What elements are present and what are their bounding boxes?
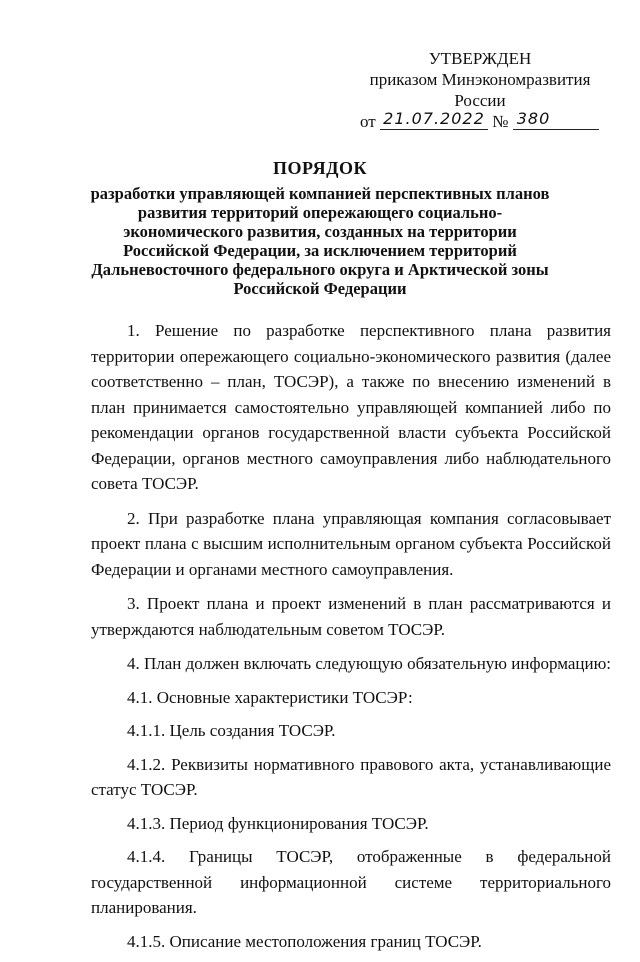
handwritten-number: 380 [513, 108, 599, 130]
approval-order-issuer: приказом Минэкономразвития России [369, 70, 591, 110]
document-title: ПОРЯДОК [272, 158, 368, 178]
handwritten-date: 21.07.2022 [380, 108, 488, 130]
document-subtitle: разработки управляющей компанией перспективных планов развития территорий опережающего социально-экономического развития, созданных на территории Российской Федерации, за исключением территорий Дальневосточного федерального округа и Арктической зоны Российской Федерации [90, 184, 550, 298]
paragraph: 4.1.5. Описание местоположения границ ТОСЭР. [127, 931, 482, 951]
date-prefix: от [360, 112, 376, 131]
paragraph: 4.1.1. Цель создания ТОСЭР. [127, 721, 336, 740]
paragraph: 1. Решение по разработке перспективного плана развития территории опережающего социально-экономического развития (далее соответственно – план, ТОСЭР), а также по внесению изменений в план принимается самостоятельно управляющей компанией либо по рекомендации органов государственной власти субъекта Российской Федерации, органов местного самоуправления либо наблюдательного совета ТОСЭР. [91, 321, 611, 493]
number-prefix: № [492, 112, 509, 131]
paragraph: 4.1.2. Реквизиты нормативного правового акта, устанавливающие статус ТОСЭР. [91, 754, 611, 799]
approval-date-number-line [350, 111, 610, 135]
paragraph: 4.1.3. Период функционирования ТОСЭР. [127, 813, 429, 833]
paragraph: 4. План должен включать следующую обязательную информацию: [127, 654, 612, 673]
paragraph: 4.1.4. Границы ТОСЭР, отображенные в федеральной государственной информационной системе территориального планирования. [91, 847, 611, 917]
paragraph: 2. При разработке плана управляющая компания согласовывает проект плана с высшим исполнительным органом субъекта Российской Федерации и органами местного самоуправления. [91, 508, 611, 579]
approval-heading: УТВЕРЖДЕН [428, 49, 532, 68]
approval-block [350, 48, 610, 135]
paragraph: 3. Проект плана и проект изменений в план рассматриваются и утверждаются наблюдательным советом ТОСЭР. [91, 594, 611, 639]
document-body [91, 318, 611, 962]
paragraph: 4.1. Основные характеристики ТОСЭР: [127, 687, 413, 707]
